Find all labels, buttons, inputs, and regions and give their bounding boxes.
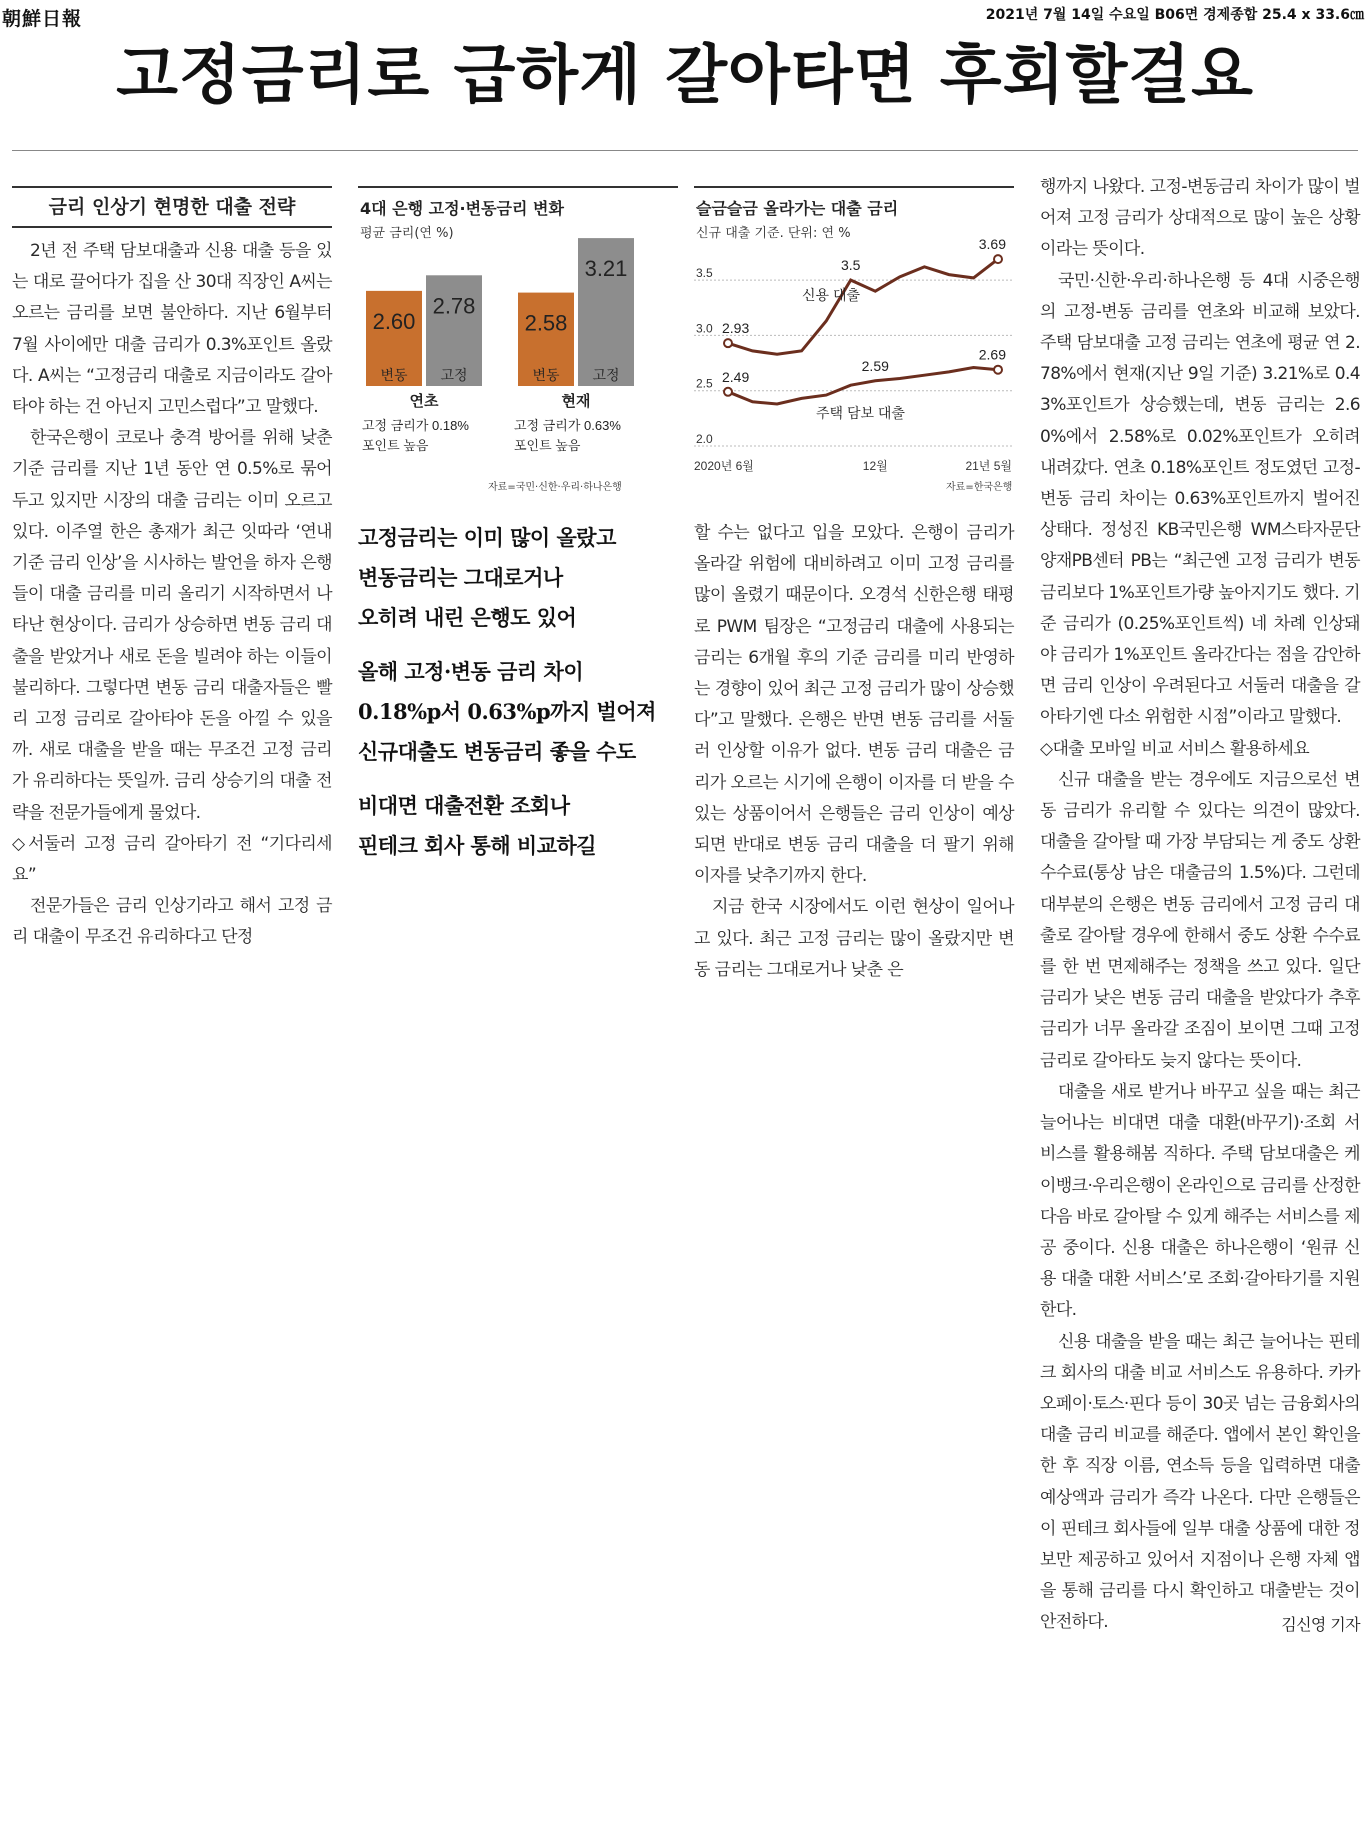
series-point [724, 388, 732, 396]
dateline: 2021년 7월 14일 수요일 B06면 경제종합 25.4 x 33.6㎝ [985, 7, 1364, 23]
series-point [724, 339, 732, 347]
bar-value-label: 2.60 [372, 308, 416, 334]
bar-group-note: 포인트 높음 [514, 438, 581, 453]
bar-series-label: 고정 [592, 367, 620, 383]
subhead-line: 신규대출도 변동금리 좋을 수도 [358, 739, 636, 764]
subhead-group-3 [358, 786, 678, 866]
series-point [994, 366, 1002, 374]
kicker-box: 금리 인상기 현명한 대출 전략 [12, 186, 332, 228]
y-tick-label: 2.5 [696, 376, 713, 391]
series-point [994, 255, 1002, 263]
byline: 김신영 기자 [1281, 1614, 1360, 1634]
section-subheading: ◇대출 모바일 비교 서비스 활용하세요 [1040, 738, 1310, 759]
paragraph: 2년 전 주택 담보대출과 신용 대출 등을 있는 대로 끌어다가 집을 산 30대 직장인 A씨는 오르는 금리를 보면 불안하다. 지난 6월부터 7월 사이에만 대출 금리가 0.3%포인트 올랐다. A씨는 “고정금리 대출로 지금이라도 갈아타야 하는 건 아닌지 고민스럽다”고 말했다. [12, 241, 332, 418]
x-tick-label: 12월 [862, 459, 888, 473]
bar-group-note: 고정 금리가 0.63% [514, 418, 621, 433]
subhead-line: 핀테크 회사 통해 비교하길 [358, 833, 597, 858]
section-subheading: ◇서둘러 고정 금리 갈아타기 전 “기다리세요” [12, 833, 332, 886]
paragraph: 지금 한국 시장에서도 이런 현상이 일어나고 있다. 최근 고정 금리는 많이 올랐지만 변동 금리는 그대로거나 낮춘 은 [694, 897, 1014, 980]
line-chart-subtitle: 신규 대출 기준. 단위: 연 % [696, 226, 851, 241]
x-tick-label: 2020년 6월 [694, 459, 754, 473]
bar-chart-title: 4대 은행 고정·변동금리 변화 [360, 199, 564, 218]
data-label: 2.49 [722, 368, 750, 385]
subhead-group-2 [358, 652, 678, 772]
y-tick-label: 2.0 [696, 432, 713, 446]
subhead-line: 0.18%p서 0.63%p까지 벌어져 [358, 699, 656, 724]
subhead-line: 비대면 대출전환 조회나 [358, 793, 570, 818]
paragraph: 대출을 새로 받거나 바꾸고 싶을 때는 최근 늘어나는 비대면 대출 대환(바꾸기)·조회 서비스를 활용해봄 직하다. 주택 담보대출은 케이뱅크·우리은행이 온라인으로 금리를 산정한 다음 바로 갈아탈 수 있게 해주는 서비스를 제공 중이다. 신용 대출은 하나은행이 ‘원큐 신용 대출 대환 서비스’로 조회·갈아타기를 지원한다. [1040, 1081, 1360, 1321]
bar-series-label: 고정 [440, 367, 468, 383]
subhead-group-1 [358, 518, 678, 638]
bar-chart-source: 자료=국민·신한·우리·하나은행 [488, 482, 622, 493]
line-chart-svg [694, 188, 1014, 498]
paragraph: 한국은행이 코로나 충격 방어를 위해 낮춘 기준 금리를 지난 1년 동안 연 0.5%로 묶어두고 있지만 시장의 대출 금리는 이미 오르고 있다. 이주열 한은 총재가 최근 잇따라 ‘연내 기준 금리 인상’을 시사하는 발언을 하자 은행들이 대출 금리를 미리 올리기 시작하면서 나타난 현상이다. 금리가 상승하면 변동 금리 대출을 받았거나 새로 돈을 빌려야 하는 이들이 불리하다. 그렇다면 변동 금리 대출자들은 빨리 고정 금리로 갈아타야 돈을 아낄 수 있을까. 새로 대출을 받을 때는 무조건 고정 금리가 유리하다는 뜻일까. 금리 상승기의 대출 전략을 전문가들에게 물었다. [12, 428, 332, 823]
series-name-label: 주택 담보 대출 [816, 405, 905, 421]
bar-chart-subtitle: 평균 금리(연 %) [360, 226, 454, 241]
subhead-line: 고정금리는 이미 많이 올랐고 [358, 525, 616, 550]
bar-series-label: 변동 [532, 367, 560, 383]
article-column-1 [12, 236, 332, 954]
article-column-3 [694, 518, 1014, 986]
data-label: 2.59 [861, 357, 889, 374]
subhead-line: 변동금리는 그대로거나 [358, 565, 563, 590]
bar-value-label: 2.58 [524, 310, 568, 336]
paragraph: 행까지 나왔다. 고정-변동금리 차이가 많이 벌어져 고정 금리가 상대적으로 많이 높은 상황이라는 뜻이다. [1040, 177, 1360, 260]
bar-group-label: 연초 [409, 393, 439, 410]
paragraph: 국민·신한·우리·하나은행 등 4대 시중은행의 고정-변동 금리를 연초와 비교해 보았다. 주택 담보대출 고정 금리는 연초에 평균 연 2.78%에서 현재(지난 9일 기준) 3.21%로 0.43%포인트가 상승했는데, 변동 금리는 2.60%에서 2.58%로 0.02%포인트가 오히려 내려갔다. 연초 0.18%포인트 정도였던 고정-변동 금리 차이는 0.63%포인트까지 벌어진 상태다. 정성진 KB국민은행 WM스타자문단 양재PB센터 PB는 “최근엔 고정 금리가 변동 금리보다 1%포인트가량 높아지기도 했다. 기준 금리가 (0.25%포인트씩) 네 차례 인상돼야 금리가 1%포인트 올라간다는 점을 감안하면 금리 인상이 우려된다고 서둘러 대출을 갈아타기엔 다소 위험한 시점”이라고 말했다. [1040, 270, 1360, 728]
subhead-line: 올해 고정·변동 금리 차이 [358, 659, 584, 684]
bar-group-note: 포인트 높음 [362, 438, 429, 453]
series-name-label: 신용 대출 [802, 287, 860, 303]
data-label: 3.5 [840, 257, 861, 274]
line-chart-box [694, 186, 1014, 498]
subhead-line: 오히려 내린 은행도 있어 [358, 605, 577, 630]
bar-series-label: 변동 [380, 367, 408, 383]
paragraph: 전문가들은 금리 인상기라고 해서 고정 금리 대출이 무조건 유리하다고 단정 [12, 896, 332, 948]
headline-rule [12, 150, 1358, 151]
paragraph: 할 수는 없다고 입을 모았다. 은행이 금리가 올라갈 위험에 대비하려고 이미 고정 금리를 많이 올렸기 때문이다. 오경석 신한은행 태평로 PWM 팀장은 “고정금리 대출에 사용되는 금리는 6개월 후의 기준 금리를 미리 반영하는 경향이 있어 최근 고정 금리가 많이 상승했다”고 말했다. 은행은 반면 변동 금리를 서둘러 인상할 이유가 없다. 변동 금리 대출은 금리가 오르는 시기에 은행이 이자를 더 받을 수 있는 상품이어서 은행들은 금리 인상이 예상되면 반대로 변동 금리 대출을 더 팔기 위해 이자를 낮추기까지 한다. [694, 523, 1014, 887]
series-line [728, 259, 998, 354]
bar-chart-svg [358, 188, 678, 498]
bar-group-label: 현재 [561, 393, 591, 410]
data-label: 2.69 [978, 346, 1006, 363]
paragraph: 신규 대출을 받는 경우에도 지금으로선 변동 금리가 유리할 수 있다는 의견이 많았다. 대출을 갈아탈 때 가장 부담되는 게 중도 상환 수수료(통상 남은 대출금의 1.5%)다. 그런데 대부분의 은행은 변동 금리에서 고정 금리 대출로 갈아탈 경우에 한해서 중도 상환 수수료를 한 번 면제해주는 정책을 쓰고 있다. 일단 금리가 낮은 변동 금리 대출을 받았다가 추후 금리가 너무 올라갈 조짐이 보이면 그때 고정 금리로 갈아타도 늦지 않다는 뜻이다. [1040, 769, 1360, 1071]
bar-chart-box [358, 186, 678, 498]
y-tick-label: 3.0 [696, 321, 713, 336]
newspaper-logo: 朝鮮日報 [2, 8, 83, 30]
x-tick-label: 21년 5월 [965, 459, 1012, 473]
data-label: 2.93 [722, 320, 750, 337]
paragraph: 신용 대출을 받을 때는 최근 늘어나는 핀테크 회사의 대출 비교 서비스도 유용하다. 카카오페이·토스·핀다 등이 30곳 넘는 금융회사의 대출 금리 비교를 해준다. 앱에서 본인 확인을 한 후 직장 이름, 연소득 등을 입력하면 대출 예상액과 금리가 즉각 나온다. 다만 은행들은 이 핀테크 회사들에 일부 대출 상품에 대한 정보만 제공하고 있어서 지점이나 은행 자체 앱을 통해 금리를 다시 확인하고 대출받는 것이 안전하다. [1040, 1331, 1360, 1633]
data-label: 3.69 [978, 236, 1006, 253]
line-chart-source: 자료=한국은행 [946, 482, 1013, 493]
bar-group-note: 고정 금리가 0.18% [362, 418, 469, 433]
headline: 고정금리로 급하게 갈아타면 후회할걸요 [116, 39, 1254, 113]
bar-value-label: 2.78 [432, 293, 476, 319]
bar-value-label: 3.21 [584, 256, 628, 282]
article-column-4 [1040, 172, 1360, 1640]
y-tick-label: 3.5 [696, 266, 713, 281]
line-chart-title: 슬금슬금 올라가는 대출 금리 [696, 199, 899, 218]
